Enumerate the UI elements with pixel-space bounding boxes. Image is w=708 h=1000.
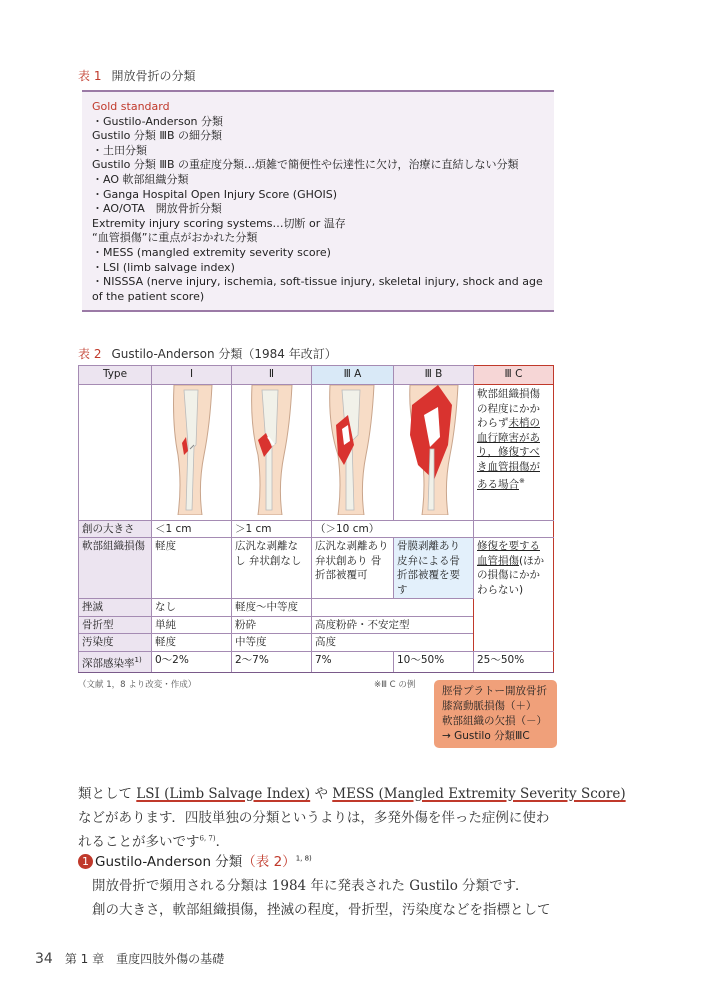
body-line-3	[78, 830, 558, 850]
header-iiic: Ⅲ C	[474, 366, 554, 385]
table1-line: “血管損傷”に重点がおかれた分類	[92, 231, 258, 245]
infection-iiic: 25～50%	[474, 651, 554, 672]
header-iiia: Ⅲ A	[312, 366, 394, 385]
wound-i: ＜1 cm	[152, 520, 232, 538]
iiic-description	[474, 385, 554, 521]
table1-line: ・AO/OTA 開放骨折分類	[92, 202, 222, 216]
mess-term: MESS (Mangled Extremity Severity Score)	[332, 786, 626, 802]
section-table-ref: （表 2）	[242, 854, 296, 870]
table1-line: Gustilo 分類 ⅢB の細分類	[92, 129, 223, 143]
soft-label: 軟部組織損傷	[79, 538, 152, 599]
iiic-desc-mark: ※	[519, 477, 525, 485]
infection-label	[79, 651, 152, 672]
leg-illustration-iiib-svg	[394, 385, 474, 515]
table1-line: Extremity injury scoring systems…切断 or 温存	[92, 216, 346, 230]
example-line: 軟部組織の欠損（－）	[442, 715, 547, 727]
body-line-1	[78, 782, 626, 802]
body-line-2: などがあります．四肢単独の分類というよりは，多発外傷を伴った症例に使わ	[78, 810, 550, 826]
fracture-iii: 高度粉砕・不安定型	[312, 616, 474, 634]
lsi-term: LSI (Limb Salvage Index)	[136, 786, 311, 802]
infection-i: 0～2%	[152, 651, 232, 672]
iiic-desc-text: 軟部組織損傷の程度にかかわらず	[477, 388, 540, 429]
leg-illustration-i-svg	[152, 385, 232, 515]
infection-ii: 2～7%	[232, 651, 312, 672]
soft-tissue-row	[79, 538, 554, 599]
wound-ii: ＞1 cm	[232, 520, 312, 538]
chapter-title: 第 1 章 重度四肢外傷の基礎	[64, 952, 225, 966]
fracture-label: 骨折型	[79, 616, 152, 634]
crush-iii	[312, 599, 474, 617]
table1-line: Gustilo 分類 ⅢB の重症度分類…煩雑で簡便性や伝達性に欠け，治療に直結しない分類	[92, 158, 519, 172]
soft-iiic-text: (ほかの損傷にかかわらない)	[477, 554, 545, 596]
infection-ref: 1)	[134, 655, 142, 664]
contamination-ii: 中等度	[232, 634, 312, 652]
body-line-4: 開放骨折で頻用される分類は 1984 年に発表された Gustilo 分類です．	[92, 878, 529, 894]
table1-line: ・Ganga Hospital Open Injury Score (GHOIS)	[92, 187, 338, 201]
page-footer	[35, 950, 224, 967]
table1-line: ・MESS (mangled extremity severity score)	[92, 245, 331, 259]
header-row	[79, 366, 554, 385]
table1-line: ・AO 軟部組織分類	[92, 172, 189, 186]
table1-line: ・土田分類	[92, 143, 147, 157]
header-type: Type	[79, 366, 152, 385]
header-iiib: Ⅲ B	[394, 366, 474, 385]
header-i: Ⅰ	[152, 366, 232, 385]
crush-label: 挫滅	[79, 599, 152, 617]
table1-line: ・NISSSA (nerve injury, ischemia, soft-tissue injury, skeletal injury, shock and age of the patient score)	[92, 275, 543, 303]
soft-iiib: 骨膜剥離あり 皮弁による骨折部被覆を要す	[394, 538, 474, 599]
table1-lines	[92, 100, 547, 304]
header-ii: Ⅱ	[232, 366, 312, 385]
contamination-label: 汚染度	[79, 634, 152, 652]
soft-i: 軽度	[152, 538, 232, 599]
crush-i: なし	[152, 599, 232, 617]
leg-illustration-ii-svg	[232, 385, 312, 515]
table1-title: 開放骨折の分類	[111, 69, 196, 83]
leg-illustration-i	[152, 385, 232, 521]
crush-ii: 軽度～中等度	[232, 599, 312, 617]
wound-iiic	[474, 520, 554, 538]
image-row	[79, 385, 554, 521]
fracture-i: 単純	[152, 616, 232, 634]
section-heading	[78, 850, 312, 870]
soft-ii: 広汎な剥離なし 弁状創なし	[232, 538, 312, 599]
image-row-label	[79, 385, 152, 521]
table2-caption	[78, 345, 337, 362]
section-sup: 1, 8)	[295, 854, 312, 863]
infection-label-text: 深部感染率	[82, 657, 135, 669]
iiic-desc-underlined: 未梢の血行障害があり，修復すべき血管損傷がある場合	[477, 417, 540, 491]
page-number: 34	[35, 951, 53, 967]
wound-iii: （＞10 cm）	[312, 520, 474, 538]
contamination-i: 軽度	[152, 634, 232, 652]
soft-iiic-underlined: 修復を要する血管損傷	[477, 540, 540, 567]
infection-iiia: 7%	[312, 651, 394, 672]
body-line3-end: ．	[215, 834, 230, 850]
gustilo-table	[78, 365, 554, 673]
fracture-ii: 粉砕	[232, 616, 312, 634]
leg-illustration-iiia-svg	[312, 385, 394, 515]
source-note: （文献 1，8 より改変・作成）	[78, 680, 197, 690]
example-note: ※Ⅲ C の例	[374, 680, 416, 690]
example-line: 脛骨プラトー開放骨折	[442, 685, 547, 697]
table1-caption	[78, 67, 195, 84]
table1-line: Gold standard	[92, 100, 170, 113]
contamination-iii: 高度	[312, 634, 474, 652]
section-title: Gustilo-Anderson 分類	[95, 854, 243, 870]
leg-illustration-iiib	[394, 385, 474, 521]
body-line3-ref: 6, 7)	[199, 834, 216, 843]
leg-illustration-ii	[232, 385, 312, 521]
wound-label: 創の大きさ	[79, 520, 152, 538]
table1-box	[82, 90, 554, 312]
wound-row	[79, 520, 554, 538]
body-line3-text: れることが多いです	[78, 834, 200, 850]
leg-illustration-iiia	[312, 385, 394, 521]
infection-row	[79, 651, 554, 672]
example-line: 膝窩動脈損傷（＋）	[442, 700, 537, 712]
table1-number: 表 1	[78, 69, 102, 83]
table2-number: 表 2	[78, 347, 102, 361]
body-line-5: 創の大きさ，軟部組織損傷，挫滅の程度，骨折型，汚染度などを指標として	[92, 902, 551, 918]
soft-iiia: 広汎な剥離あり 弁状創あり 骨折部被覆可	[312, 538, 394, 599]
example-box	[434, 680, 557, 748]
table1-line: ・Gustilo-Anderson 分類	[92, 114, 224, 128]
section-number-badge: 1	[78, 854, 93, 869]
body-line1-pre: 類として	[78, 786, 137, 802]
example-line: → Gustilo 分類ⅢC	[442, 730, 530, 742]
infection-iiib: 10～50%	[394, 651, 474, 672]
table2-title: Gustilo-Anderson 分類（1984 年改訂）	[111, 347, 337, 361]
table1-line: ・LSI (limb salvage index)	[92, 260, 235, 274]
body-line1-mid: や	[310, 786, 333, 802]
soft-iiic	[474, 538, 554, 652]
